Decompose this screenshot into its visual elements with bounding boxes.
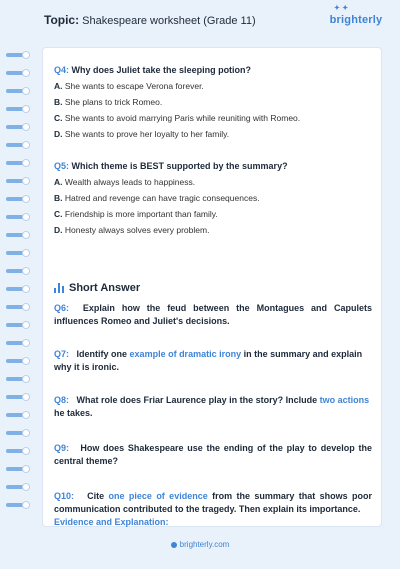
spiral-ring <box>6 140 40 150</box>
question-number: Q5: <box>54 161 70 171</box>
short-answer-heading <box>54 282 140 294</box>
spiral-ring <box>6 158 40 168</box>
spiral-ring <box>6 122 40 132</box>
footer[interactable] <box>0 540 400 549</box>
question-number: Q4: <box>54 65 70 75</box>
spiral-ring <box>6 320 40 330</box>
spiral-ring <box>6 500 40 510</box>
globe-icon <box>171 542 177 548</box>
sparkle-icon: ✦ ✦ <box>334 5 349 12</box>
spiral-ring <box>6 356 40 366</box>
option-b[interactable]: B. She plans to trick Romeo. <box>54 97 163 107</box>
option-b[interactable]: B. Hatred and revenge can have tragic consequences. <box>54 193 260 203</box>
spiral-ring <box>6 50 40 60</box>
spiral-ring <box>6 194 40 204</box>
spiral-ring <box>6 428 40 438</box>
spiral-ring <box>6 392 40 402</box>
question-text: Why does Juliet take the sleeping potion? <box>71 65 252 75</box>
spiral-ring <box>6 266 40 276</box>
bar-chart-icon <box>54 283 64 293</box>
topic-value: Shakespeare worksheet (Grade 11) <box>82 15 256 27</box>
question-text: Which theme is BEST supported by the summary? <box>71 161 288 171</box>
spiral-ring <box>6 68 40 78</box>
spiral-ring <box>6 446 40 456</box>
spiral-ring <box>6 464 40 474</box>
question-q4 <box>54 64 372 141</box>
spiral-ring <box>6 338 40 348</box>
option-d[interactable]: D. Honesty always solves every problem. <box>54 225 210 235</box>
question-q9: Q9: How does Shakespeare use the ending of the play to develop the central theme? <box>54 443 372 466</box>
question-q8: Q8: What role does Friar Laurence play in the story? Include two actions he takes. <box>54 395 370 418</box>
header <box>0 0 400 40</box>
spiral-binding <box>6 50 42 520</box>
option-a[interactable]: A. She wants to escape Verona forever. <box>54 81 204 91</box>
question-q6: Q6: Explain how the feud between the Montagues and Capulets influences Romeo and Juliet's decisions. <box>54 303 372 326</box>
question-q5 <box>54 160 372 237</box>
topic <box>44 13 256 27</box>
question-q7: Q7: Identify one example of dramatic irony in the summary and explain why it is ironic. <box>54 349 363 372</box>
spiral-ring <box>6 104 40 114</box>
question-q10: Q10: Cite one piece of evidence from the summary that shows poor communication contributed to the tragedy. Then explain its importance. Evidence and Explanation: <box>54 491 372 527</box>
option-a[interactable]: A. Wealth always leads to happiness. <box>54 177 196 187</box>
footer-link[interactable]: brighterly.com <box>179 540 230 549</box>
spiral-ring <box>6 302 40 312</box>
spiral-ring <box>6 212 40 222</box>
highlight-text: example of dramatic irony <box>129 349 242 359</box>
topic-label: Topic: <box>44 13 80 27</box>
logo-text: brighterly <box>329 14 383 26</box>
answer-label: Evidence and Explanation: <box>54 517 169 527</box>
spiral-ring <box>6 410 40 420</box>
spiral-ring <box>6 248 40 258</box>
spiral-ring <box>6 482 40 492</box>
option-c[interactable]: C. She wants to avoid marrying Paris while reuniting with Romeo. <box>54 113 301 123</box>
spiral-ring <box>6 374 40 384</box>
highlight-text: one piece of evidence <box>108 491 208 501</box>
highlight-text: two actions <box>319 395 370 405</box>
option-d[interactable]: D. She wants to prove her loyalty to her family. <box>54 129 230 139</box>
spiral-ring <box>6 86 40 96</box>
option-c[interactable]: C. Friendship is more important than family. <box>54 209 218 219</box>
spiral-ring <box>6 230 40 240</box>
brighterly-logo <box>326 6 386 34</box>
short-answer-title: Short Answer <box>69 282 141 294</box>
spiral-ring <box>6 176 40 186</box>
spiral-ring <box>6 284 40 294</box>
